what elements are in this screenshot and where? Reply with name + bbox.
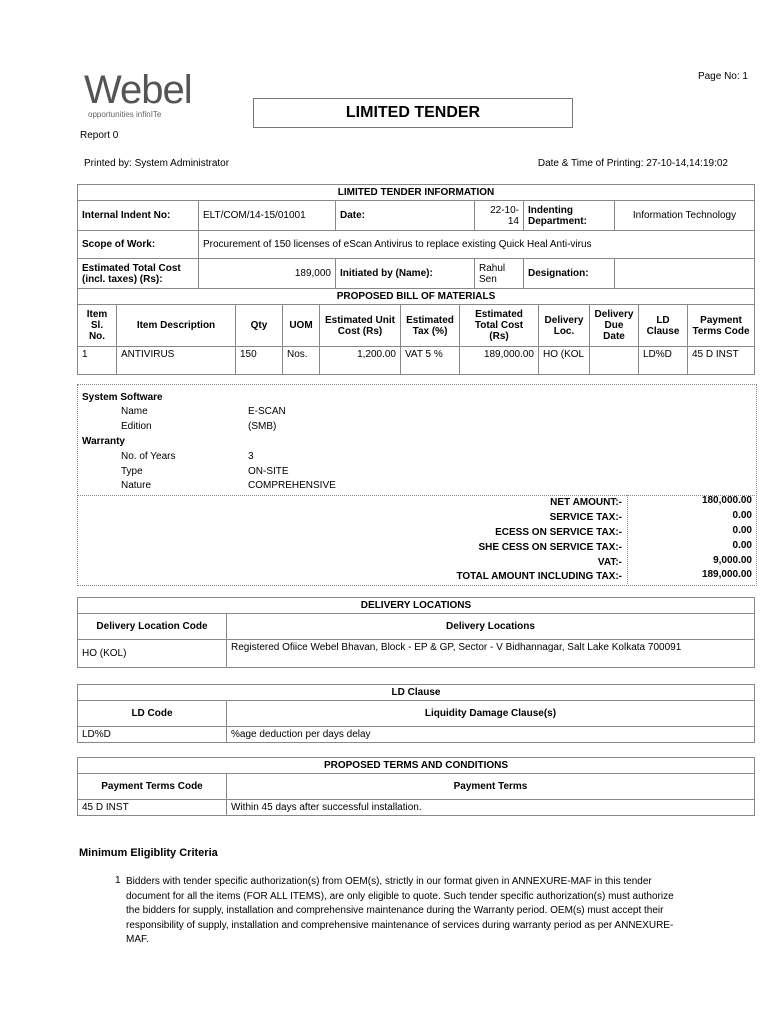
bom-header-cell: UOM	[283, 305, 320, 347]
bom-header-cell: LD Clause	[639, 305, 688, 347]
terms-code: 45 D INST	[78, 800, 227, 816]
edition-value: (SMB)	[248, 421, 277, 432]
terms-code-header: Payment Terms Code	[78, 774, 227, 800]
eligibility-text: Bidders with tender specific authorization(s) from OEM(s), strictly in our format given in ANNEXURE-MAF in this tender document for all the items (FOR ALL ITEMS), are only eligible to quote. Such tender specific authorization(s) must authorize the bidders for supply, installation and comprehensive maintenance during the Warranty period. OEM(s) must accept their responsibility of supply, installation and comprehensive maintenance of services during warranty period as per ANNEXURE-MAF.	[126, 876, 674, 945]
table-row	[78, 347, 755, 375]
nature-value: COMPREHENSIVE	[248, 480, 336, 491]
designation-label: Designation:	[524, 259, 615, 289]
bom-header-cell: Item Sl. No.	[78, 305, 117, 347]
service-tax-label: SERVICE TAX:-	[549, 512, 622, 523]
specs-totals-box	[77, 384, 757, 586]
bom-cell: 45 D INST	[688, 347, 755, 375]
bom-header-cell: Estimated Total Cost (Rs)	[460, 305, 539, 347]
edition-label: Edition	[121, 421, 152, 432]
total-amount-label: TOTAL AMOUNT INCLUDING TAX:-	[456, 571, 622, 582]
date-label: Date:	[336, 201, 475, 231]
name-label: Name	[121, 406, 148, 417]
eligibility-title: Minimum Eligiblity Criteria	[79, 847, 218, 859]
name-value: E-SCAN	[248, 406, 286, 417]
delivery-title: DELIVERY LOCATIONS	[78, 598, 755, 614]
page-title: LIMITED TENDER	[253, 98, 573, 128]
scope-label: Scope of Work:	[78, 231, 199, 259]
vat-value: 9,000.00	[713, 555, 752, 566]
terms-text: Within 45 days after successful installation.	[227, 800, 755, 816]
tender-info-title: LIMITED TENDER INFORMATION	[78, 185, 755, 201]
she-cess-value: 0.00	[732, 540, 752, 551]
bom-header-cell: Payment Terms Code	[688, 305, 755, 347]
ecess-value: 0.00	[732, 525, 752, 536]
bom-header-cell: Estimated Unit Cost (Rs)	[320, 305, 401, 347]
ld-code: LD%D	[78, 727, 227, 743]
bom-header-cell: Item Description	[117, 305, 236, 347]
bom-header-cell: Delivery Due Date	[590, 305, 639, 347]
bom-cell: ANTIVIRUS	[117, 347, 236, 375]
bom-cell: VAT 5 %	[401, 347, 460, 375]
report-label: Report 0	[80, 130, 119, 141]
type-value: ON-SITE	[248, 466, 289, 477]
terms-header: Payment Terms	[227, 774, 755, 800]
vat-label: VAT:-	[597, 557, 622, 568]
bom-title: PROPOSED BILL OF MATERIALS	[78, 289, 755, 305]
internal-indent-value: ELT/COM/14-15/01001	[199, 201, 336, 231]
table-row	[78, 727, 755, 743]
bom-cell: 150	[236, 347, 283, 375]
bom-cell	[590, 347, 639, 375]
eligibility-item-no: 1	[115, 875, 121, 886]
delivery-code: HO (KOL)	[78, 640, 227, 668]
ld-clause: %age deduction per days delay	[227, 727, 755, 743]
nature-label: Nature	[121, 480, 152, 491]
initiated-value: Rahul Sen	[475, 259, 524, 289]
net-amount-value: 180,000.00	[701, 495, 752, 506]
she-cess-label: SHE CESS ON SERVICE TAX:-	[478, 542, 622, 553]
initiated-label: Initiated by (Name):	[336, 259, 475, 289]
table-row	[78, 640, 755, 668]
ld-clause-header: Liquidity Damage Clause(s)	[227, 701, 755, 727]
bom-header-cell: Qty	[236, 305, 283, 347]
warranty-label: Warranty	[82, 436, 125, 447]
bom-cell: HO (KOL	[539, 347, 590, 375]
table-row	[78, 800, 755, 816]
page-number: Page No: 1	[697, 71, 748, 82]
ld-table	[77, 684, 755, 743]
est-cost-label: Estimated Total Cost (incl. taxes) (Rs):	[78, 259, 199, 289]
delivery-code-header: Delivery Location Code	[78, 614, 227, 640]
est-cost-value: 189,000	[199, 259, 336, 289]
bom-cell: 189,000.00	[460, 347, 539, 375]
tender-info-table	[77, 184, 755, 289]
date-value: 22-10-14	[475, 201, 524, 231]
delivery-location-header: Delivery Locations	[227, 614, 755, 640]
bom-cell: 1	[78, 347, 117, 375]
years-value: 3	[248, 451, 254, 462]
logo-tagline: opportunities infinITe	[88, 110, 162, 119]
printed-by: Printed by: System Administrator	[84, 158, 230, 169]
service-tax-value: 0.00	[732, 510, 752, 521]
scope-value: Procurement of 150 licenses of eScan Antivirus to replace existing Quick Heal Anti-virus	[199, 231, 755, 259]
designation-value	[615, 259, 755, 289]
indenting-dept-value: Information Technology	[615, 201, 755, 231]
net-amount-label: NET AMOUNT:-	[550, 497, 622, 508]
indenting-dept-label: Indenting Department:	[524, 201, 615, 231]
terms-title: PROPOSED TERMS AND CONDITIONS	[78, 758, 755, 774]
bom-cell: 1,200.00	[320, 347, 401, 375]
terms-table	[77, 757, 755, 816]
delivery-table	[77, 597, 755, 668]
ecess-label: ECESS ON SERVICE TAX:-	[495, 527, 622, 538]
ld-code-header: LD Code	[78, 701, 227, 727]
print-datetime: Date & Time of Printing: 27-10-14,14:19:02	[537, 158, 728, 169]
system-software-label: System Software	[82, 392, 163, 403]
bom-header-cell: Estimated Tax (%)	[401, 305, 460, 347]
bom-header-cell: Delivery Loc.	[539, 305, 590, 347]
webel-logo	[84, 70, 192, 119]
total-amount-value: 189,000.00	[701, 569, 752, 580]
bom-table	[77, 288, 755, 375]
bom-header-row	[78, 305, 755, 347]
delivery-location: Registered Ofiice Webel Bhavan, Block - EP & GP, Sector - V Bidhannagar, Salt Lake Kolkata 700091	[227, 640, 755, 668]
internal-indent-label: Internal Indent No:	[78, 201, 199, 231]
logo-wordmark: Webel	[84, 68, 192, 112]
years-label: No. of Years	[121, 451, 176, 462]
bom-cell: LD%D	[639, 347, 688, 375]
bom-cell: Nos.	[283, 347, 320, 375]
ld-title: LD Clause	[78, 685, 755, 701]
type-label: Type	[121, 466, 143, 477]
